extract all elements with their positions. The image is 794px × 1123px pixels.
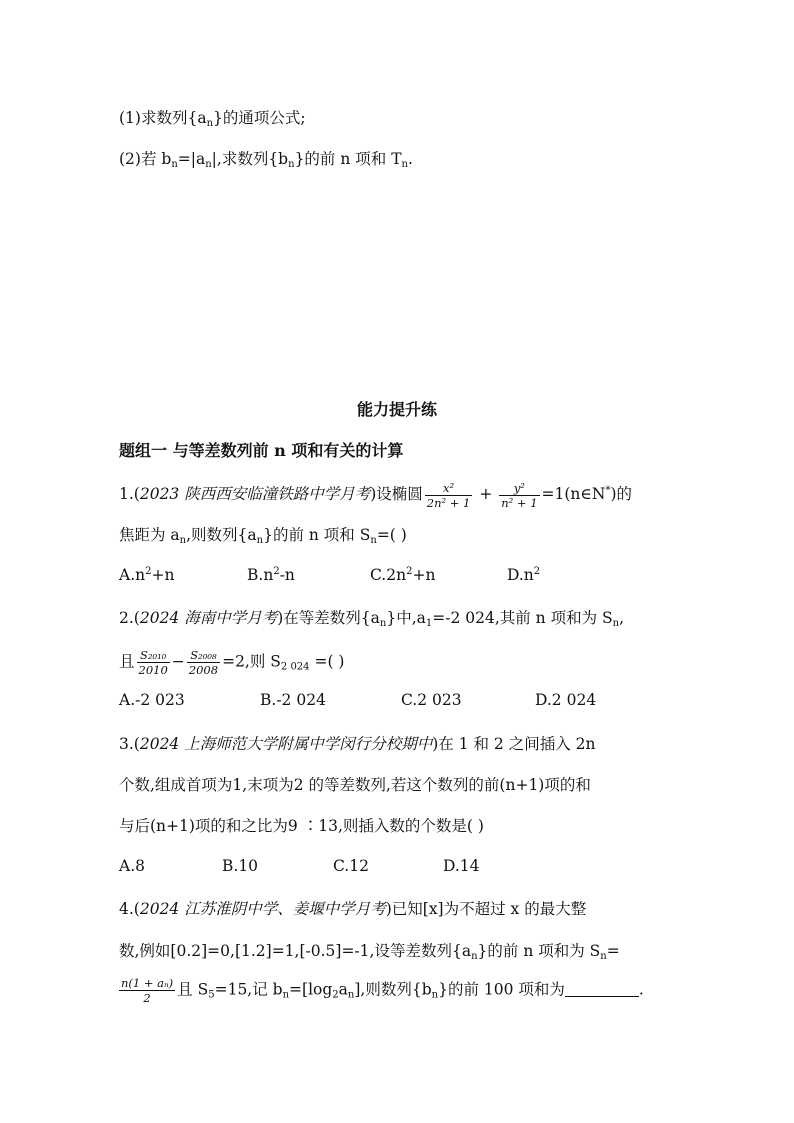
problem-2-line-2: 且 $\frac{\text{S₂₀₁₀}}{2010}$ − $\frac{\text{S₂₀₀₈}}{2008}$ =2,则 $S_{2 024}$ =( ) (119, 648, 345, 677)
fraction-s2008: $\frac{\text{S₂₀₀₈}}{2008}$ (188, 648, 219, 677)
problem-4-line-2: 数,例如[0.2]=0,[1.2]=1,[-0.5]=-1,设等差数列$\{a_n\}$的前 n 项和为 $S_n=$ (119, 942, 620, 962)
option-c[interactable]: $C.2n^2+n$ (370, 566, 436, 584)
option-c[interactable]: C.12 (333, 857, 369, 875)
fraction-s2010: $\frac{\text{S₂₀₁₀}}{2010}$ (138, 648, 168, 677)
problem-2-line-1: 2.(2024 海南中学月考)在等差数列$\{a_n\}$中$,a_1=-2$ 024,其前 n 项和为 $S_n$, (119, 609, 625, 629)
problem-3-line-2: 个数,组成首项为1,末项为2 的等差数列,若这个数列的前(n+1)项的和 (119, 776, 591, 794)
option-d[interactable]: D.2 024 (535, 691, 597, 709)
problem-3-line-3: 与后(n+1)项的和之比为9 ∶13,则插入数的个数是( ) (119, 817, 484, 835)
problem-3-line-1: 3.(2024 上海师范大学附属中学闵行分校期中)在 1 和 2 之间插入 2n (119, 735, 596, 753)
option-c[interactable]: C.2 023 (401, 691, 462, 709)
problem-1-line-2: 焦距为 $a_n$,则数列$\{a_n\}$的前 n 项和 $S_n=$( ) (119, 526, 407, 546)
fraction-y: $\frac{\text{y²}}{\text{n² + 1}}$ (501, 480, 538, 510)
section-heading: 能力提升练 (356, 400, 437, 419)
problem-1-line-1: 1.(2023 陕西西安临潼铁路中学月考)设椭圆 $\frac{\text{x²}}{\text{2n² + 1}}$ + $\frac{\text{y²}}{\text{n² + 1}}$ =1(n∈N*)的 (119, 480, 632, 510)
question-part-2: (2)若 $b_n=|a_n|$,求数列$\{b_n\}$的前 n 项和 $T_n$. (119, 150, 413, 170)
answer-blank[interactable] (565, 980, 639, 997)
option-b[interactable]: B.-2 024 (260, 691, 326, 709)
problem-4-line-3: $\frac{\text{n(1 + aₙ)}}{2}$ 且 $S_5=15$,记 $b_n=[\log_2a_n]$,则数列$\{b_n\}$的前 100 项和为 . (121, 976, 644, 1005)
option-a[interactable]: A.8 (119, 857, 145, 875)
option-a[interactable]: A.-2 023 (119, 691, 185, 709)
question-part-1: (1)求数列$\{a_n\}$的通项公式; (119, 109, 306, 129)
option-a[interactable]: $A.n^2+n$ (119, 566, 175, 584)
option-d[interactable]: $D.n^2$ (507, 566, 541, 584)
fraction-sn: $\frac{\text{n(1 + aₙ)}}{2}$ (121, 976, 174, 1005)
problem-4-line-1: 4.(2024 江苏淮阴中学、姜堰中学月考)已知[x]为不超过 x 的最大整 (119, 900, 587, 918)
fraction-x: $\frac{\text{x²}}{\text{2n² + 1}}$ (426, 480, 471, 510)
option-b[interactable]: $B.n^2-n$ (247, 566, 295, 584)
group-title: 题组一 与等差数列前 n 项和有关的计算 (119, 441, 404, 460)
option-d[interactable]: D.14 (443, 857, 480, 875)
option-b[interactable]: B.10 (222, 857, 259, 875)
